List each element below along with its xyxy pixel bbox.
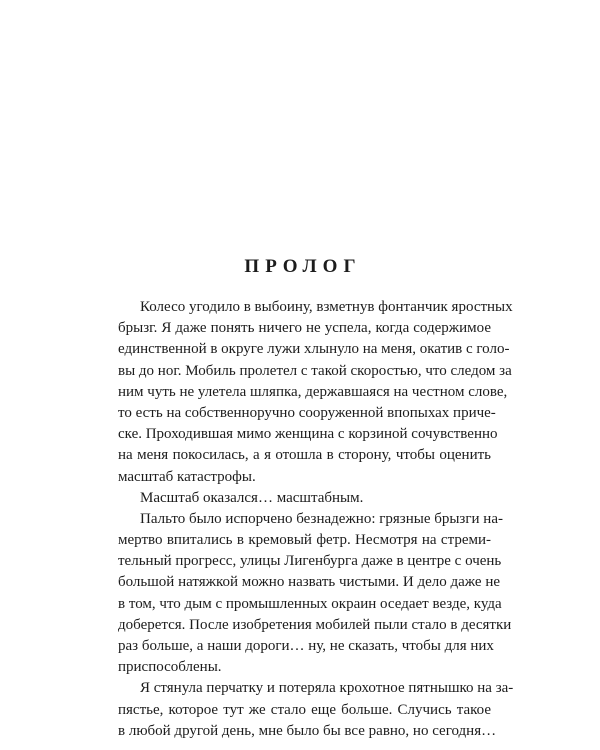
chapter-title: ПРОЛОГ	[244, 256, 362, 277]
text-line: то есть на собственноручно сооруженной впопыхах приче-	[118, 404, 496, 421]
text-line: брызг. Я даже понять ничего не успела, когда содержимое	[118, 320, 491, 337]
text-line: Масштаб оказался… масштабным.	[140, 489, 364, 506]
text-line: на меня покосилась, а я отошла в сторону, чтобы оценить	[118, 447, 491, 464]
text-line: доберется. После изобретения мобилей пыли стало в десятки	[118, 616, 512, 633]
text-line: Я стянула перчатку и потеряла крохотное пятнышко на за-	[140, 680, 514, 697]
text-line: раз больше, а наши дороги… ну, не сказать, чтобы для них	[118, 638, 494, 654]
text-line: большой натяжкой можно назвать чистыми. И дело даже не	[118, 574, 501, 591]
text-line: ним чуть не улетела шляпка, державшаяся на честном слове,	[118, 383, 508, 400]
text-line: мертво впитались в кремовый фетр. Несмотря на стреми-	[118, 532, 491, 549]
text-line: вы до ног. Мобиль пролетел с такой скоростью, что следом за	[118, 362, 512, 379]
text-line: ске. Проходившая мимо женщина с корзиной сочувственно	[118, 426, 498, 443]
text-line: единственной в округе лужи хлынуло на меня, окатив с голо-	[118, 341, 510, 358]
text-line: масштаб катастрофы.	[118, 468, 256, 485]
text-line: в любой другой день, мне было бы все равно, но сегодня…	[118, 722, 497, 739]
text-line: приспособлены.	[118, 659, 222, 676]
body-text	[118, 297, 514, 742]
text-line: тельный прогресс, улицы Лигенбурга даже в центре с очень	[118, 553, 502, 570]
text-line: Пальто было испорчено безнадежно: грязные брызги на-	[140, 510, 503, 527]
text-line: Колесо угодило в выбоину, взметнув фонтанчик яростных	[140, 299, 513, 315]
text-line: пястье, которое тут же стало еще больше. Случись такое	[118, 701, 491, 718]
text-line: в том, что дым с промышленных окраин оседает везде, куда	[118, 595, 502, 612]
